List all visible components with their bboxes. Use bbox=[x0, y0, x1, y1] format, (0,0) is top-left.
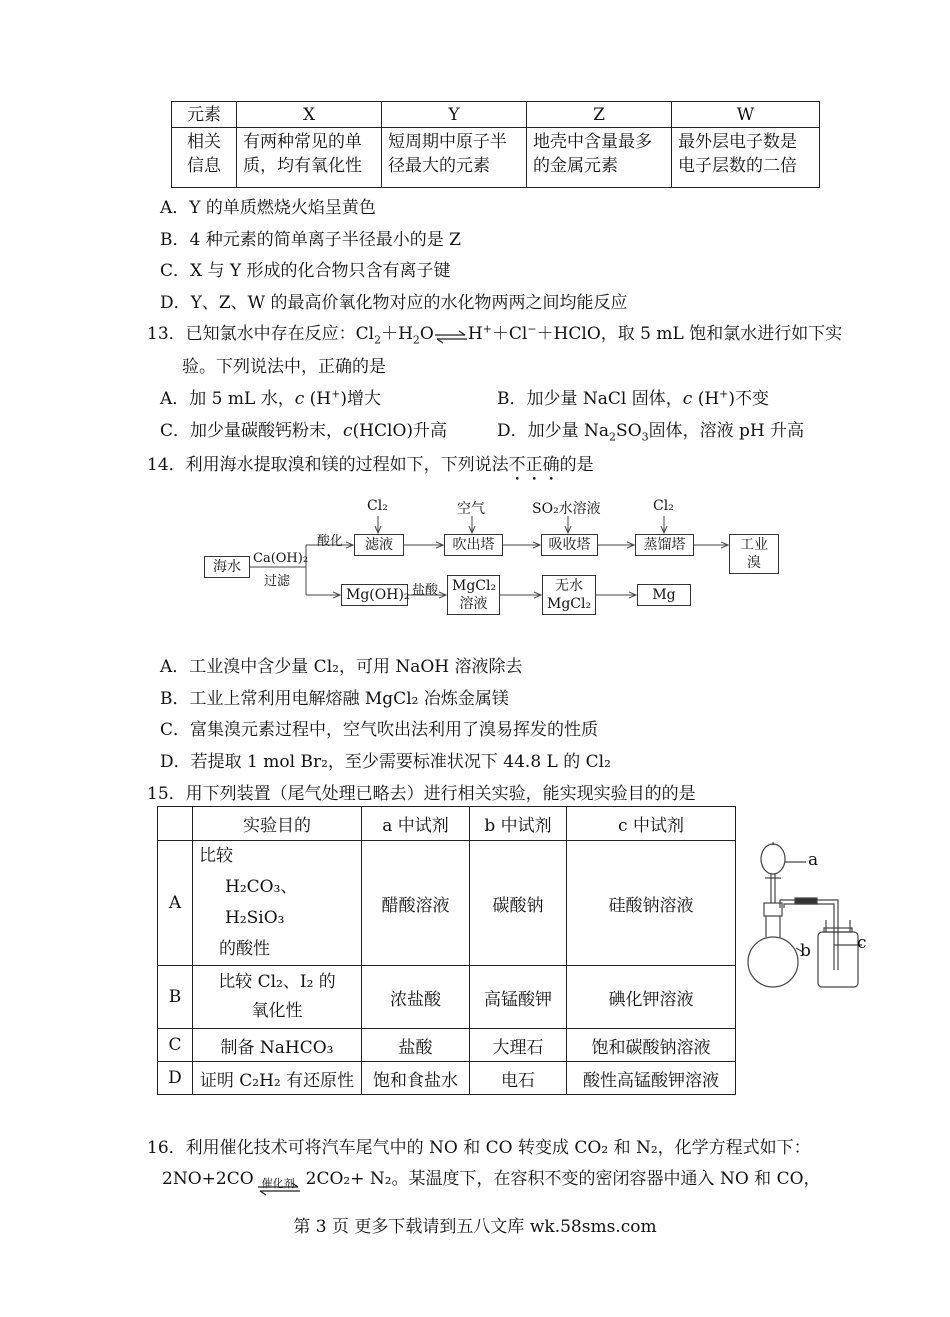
flow-seawater: 海水 bbox=[204, 556, 250, 578]
flow-mgoh2: Mg(OH)₂ bbox=[341, 584, 408, 606]
table-header: a 中试剂 bbox=[362, 807, 470, 841]
table-header: W bbox=[672, 102, 820, 128]
flow-filter-label: 过滤 bbox=[264, 574, 291, 589]
purpose-cell: 比较 Cl₂、I₂ 的 氧化性 bbox=[193, 966, 362, 1029]
q13-stem-line2: 验。下列说法中，正确的是 bbox=[182, 357, 386, 377]
q14-option-c: C．富集溴元素过程中，空气吹出法利用了溴易挥发的性质 bbox=[160, 720, 599, 740]
q12-option-a: A．Y 的单质燃烧火焰呈黄色 bbox=[160, 198, 376, 218]
q14-stem: 14．利用海水提取溴和镁的过程如下，下列说法不正确的是 bbox=[147, 455, 594, 475]
table-row: A 比较 H₂CO₃、H₂SiO₃ 的酸性 醋酸溶液 碳酸钠 硅酸钠溶液 bbox=[158, 841, 736, 966]
purpose-cell: 比较 H₂CO₃、H₂SiO₃ 的酸性 bbox=[193, 841, 362, 966]
q13-option-b: B．加少量 NaCl 固体，c (H+)不变 bbox=[497, 387, 770, 409]
flow-absorb-tower: 吸收塔 bbox=[541, 534, 598, 556]
flow-cl2-1: Cl₂ bbox=[367, 498, 388, 514]
q14-option-d: D．若提取 1 mol Br₂，至少需要标准状况下 44.8 L 的 Cl₂ bbox=[160, 752, 611, 772]
table-row: B 比较 Cl₂、I₂ 的 氧化性 浓盐酸 高锰酸钾 碘化钾溶液 bbox=[158, 966, 736, 1029]
flow-hcl-label: 盐酸 bbox=[412, 583, 439, 598]
table-cell: 有两种常见的单 质，均有氧化性 bbox=[237, 128, 382, 188]
table-header: Y bbox=[382, 102, 527, 128]
flow-filtrate: 滤液 bbox=[354, 534, 404, 556]
table-header: b 中试剂 bbox=[470, 807, 567, 841]
q13-option-a: A．加 5 mL 水，c (H+)增大 bbox=[160, 387, 381, 409]
catalyst-label: 催化剂 bbox=[261, 1177, 295, 1190]
q13-stem: 13．已知氯水中存在反应：$Cl_2+H_2O$ H+＋Cl−＋HClO，取 5 mL 饱和氯水进行如下实 bbox=[147, 322, 843, 347]
flow-so2-solution: SO₂水溶液 bbox=[532, 501, 601, 517]
table-header: Z bbox=[527, 102, 672, 128]
flow-mg: Mg bbox=[637, 584, 691, 606]
flow-air: 空气 bbox=[457, 501, 485, 517]
apparatus-label-a: a bbox=[808, 850, 819, 870]
table-row: C 制备 NaHCO₃ 盐酸 大理石 饱和碳酸钠溶液 bbox=[158, 1029, 736, 1062]
flow-anhydrous-mgcl2: 无水 MgCl₂ bbox=[542, 575, 596, 615]
table-cell: 最外层电子数是 电子层数的二倍 bbox=[672, 128, 820, 188]
flow-mgcl2-solution: MgCl₂ 溶液 bbox=[447, 575, 500, 615]
table-row: D 证明 C₂H₂ 有还原性 饱和食盐水 电石 酸性高锰酸钾溶液 bbox=[158, 1062, 736, 1095]
q16-stem: 16．利用催化技术可将汽车尾气中的 NO 和 CO 转变成 CO₂ 和 N₂，化学方程式如下： bbox=[147, 1138, 811, 1158]
table-header: c 中试剂 bbox=[567, 807, 736, 841]
q14-option-a: A．工业溴中含少量 Cl₂，可用 NaOH 溶液除去 bbox=[160, 657, 523, 677]
table-cell: 地壳中含量最多 的金属元素 bbox=[527, 128, 672, 188]
equilibrium-arrow-icon bbox=[258, 1176, 310, 1196]
flow-caoh2-label: Ca(OH)₂ bbox=[253, 551, 309, 566]
table-header: 实验目的 bbox=[193, 807, 362, 841]
apparatus-label-b: b bbox=[800, 941, 811, 961]
q12-option-d: D．Y、Z、W 的最高价氧化物对应的水化物两两之间均能反应 bbox=[160, 293, 628, 313]
q12-option-c: C．X 与 Y 形成的化合物只含有离子键 bbox=[160, 261, 451, 281]
table-cell: 短周期中原子半 径最大的元素 bbox=[382, 128, 527, 188]
q12-option-b: B．4 种元素的简单离子半径最小的是 Z bbox=[160, 230, 461, 250]
q15-stem: 15．用下列装置（尾气处理已略去）进行相关实验，能实现实验目的的是 bbox=[147, 784, 696, 804]
flow-cl2-2: Cl₂ bbox=[653, 498, 674, 514]
flow-industrial-bromine: 工业溴 bbox=[729, 534, 779, 574]
table-header: X bbox=[237, 102, 382, 128]
q13-option-d: D．加少量 $Na_2SO_3$固体，溶液 pH 升高 bbox=[497, 421, 805, 444]
q13-option-c: C．加少量碳酸钙粉末，c(HClO)升高 bbox=[160, 421, 448, 441]
q14-option-b: B．工业上常利用电解熔融 MgCl₂ 冶炼金属镁 bbox=[160, 689, 509, 709]
table-header: 元素 bbox=[172, 102, 237, 128]
page-footer: 第 3 页 更多下载请到五八文库 wk.58sms.com bbox=[293, 1217, 657, 1237]
q16-equation: 2NO+2CO 催化剂 2CO₂+ N₂。某温度下，在容积不变的密闭容器中通入 NO 和 CO， bbox=[162, 1164, 821, 1189]
flow-blow-tower: 吹出塔 bbox=[444, 534, 503, 556]
flow-distill-tower: 蒸馏塔 bbox=[635, 534, 694, 556]
row-label: 相关 信息 bbox=[172, 128, 237, 188]
flow-acidify-label: 酸化 bbox=[317, 534, 344, 549]
apparatus-label-c: c bbox=[857, 933, 867, 953]
